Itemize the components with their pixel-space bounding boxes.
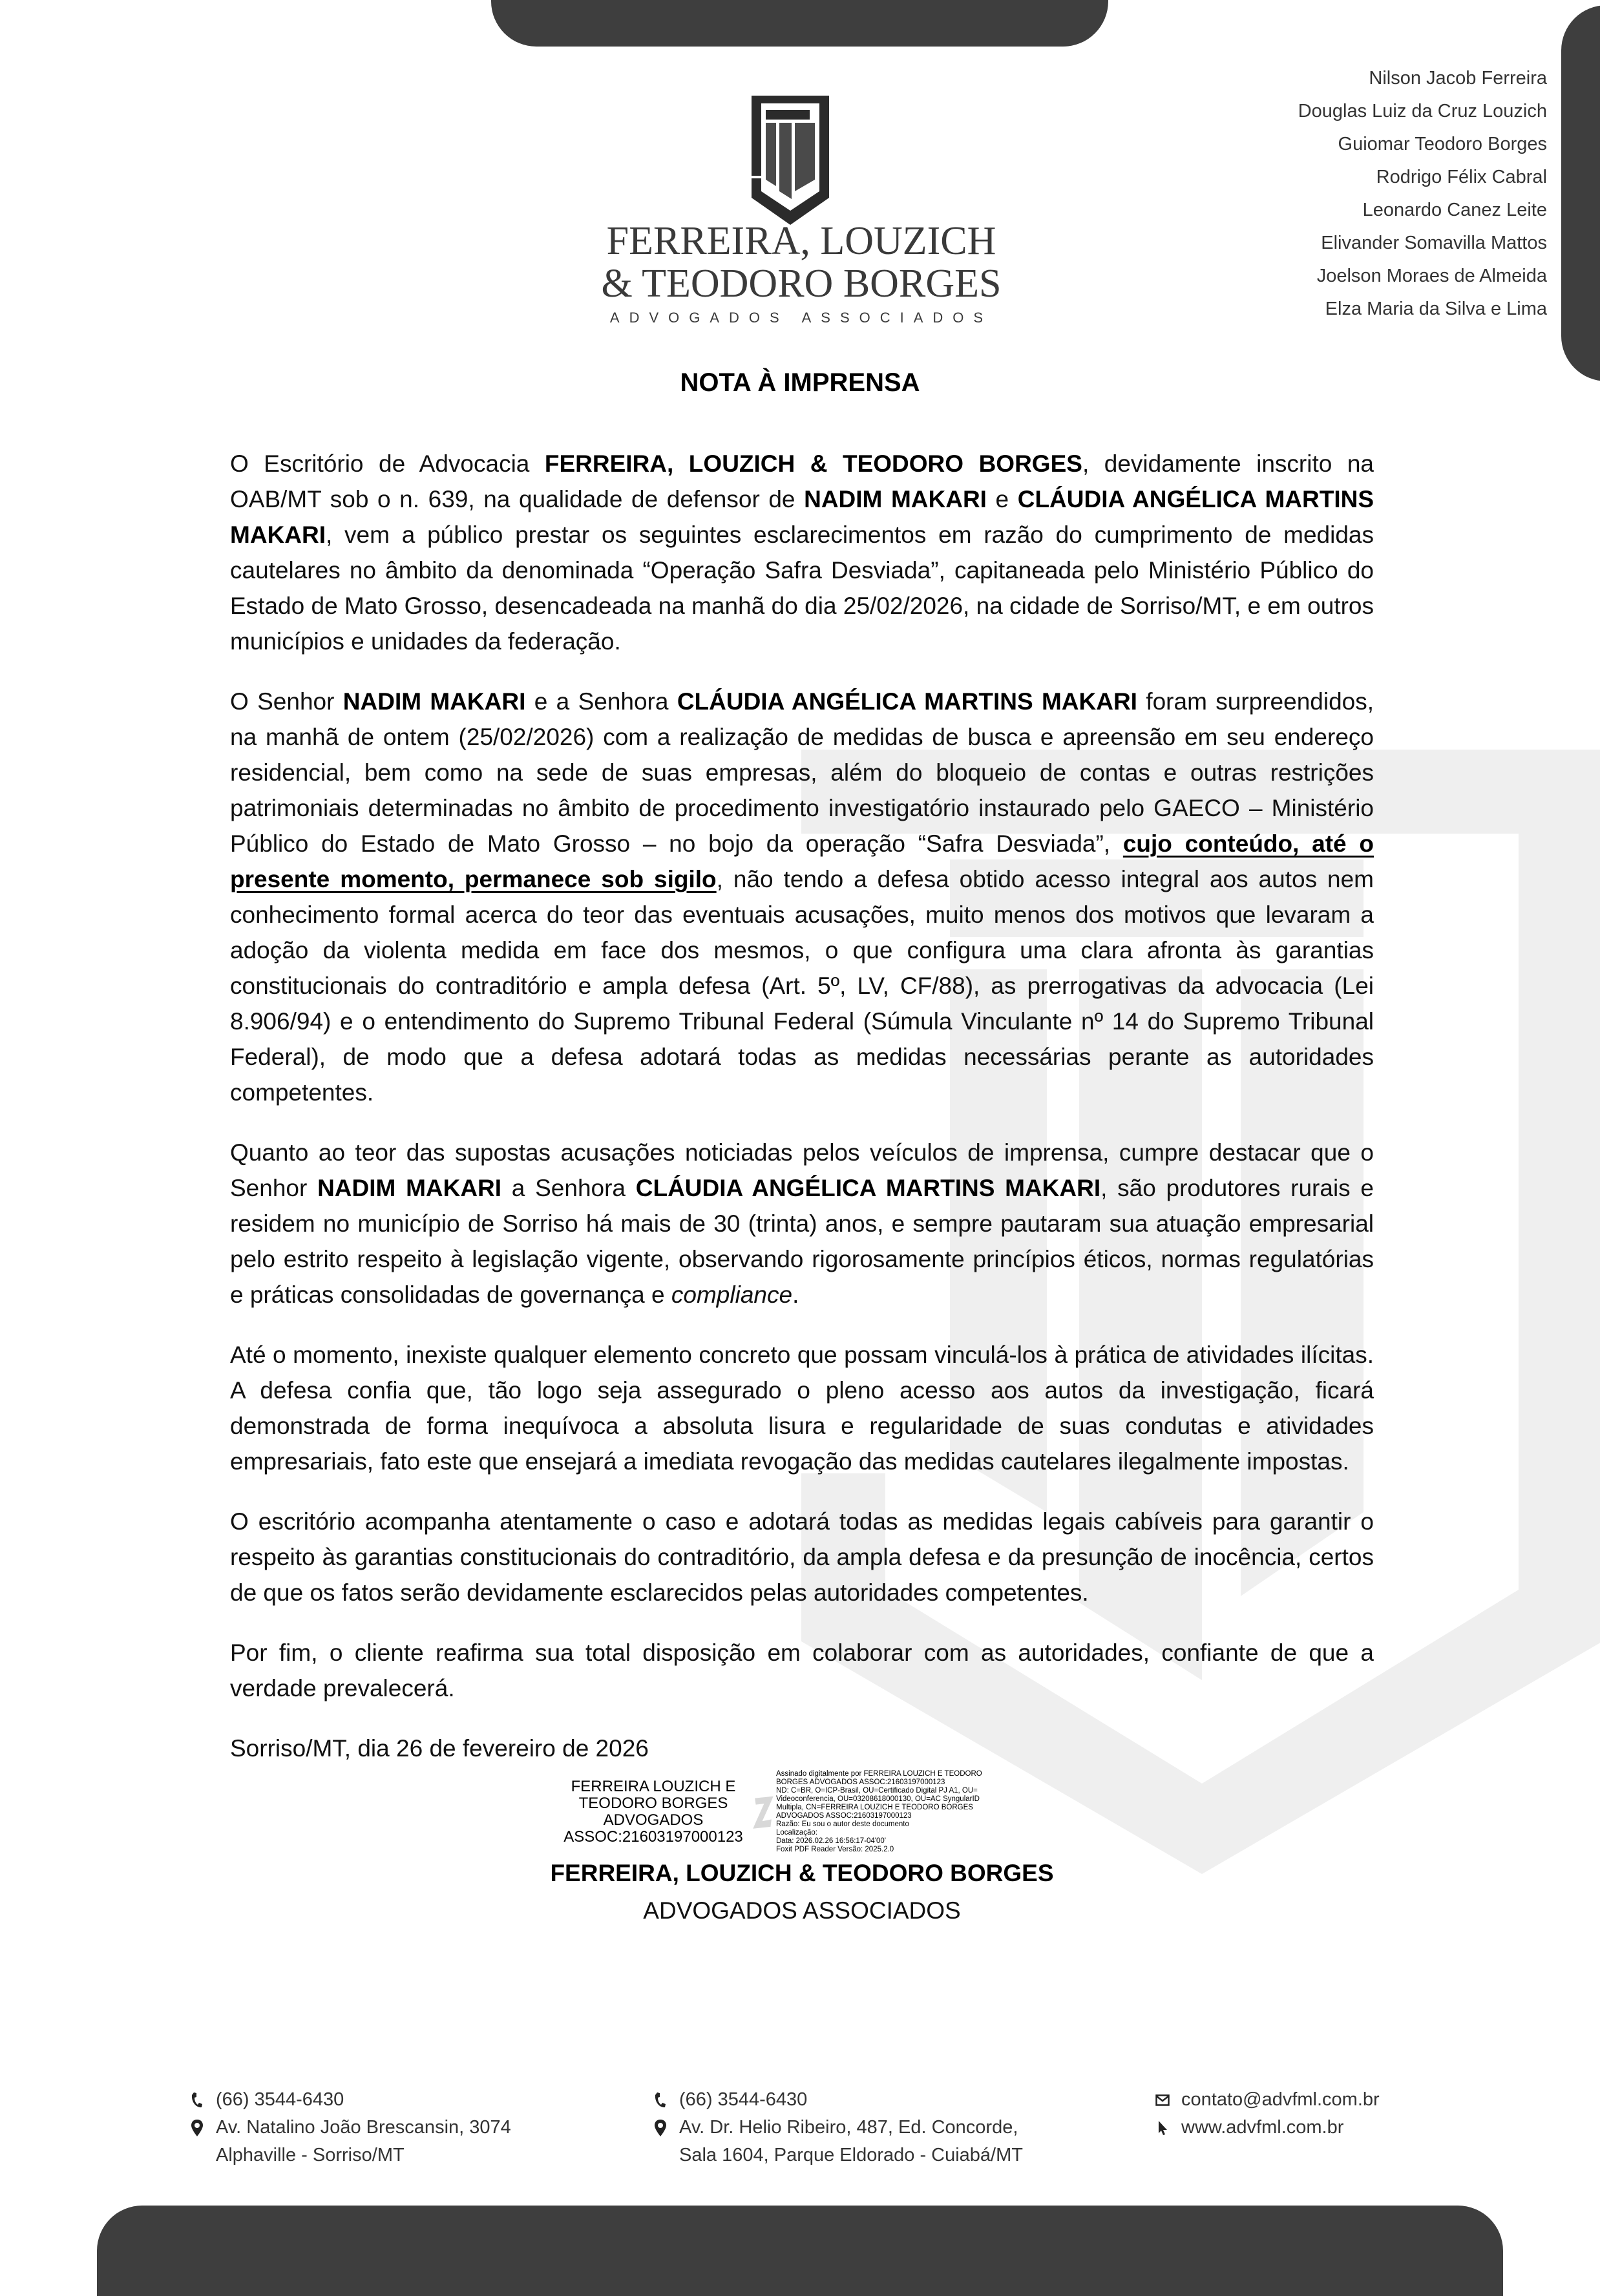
text-run: a Senhora [501, 1175, 636, 1201]
bold-client-name: NADIM MAKARI [342, 688, 526, 715]
bold-client-name: NADIM MAKARI [804, 486, 987, 512]
website-link[interactable]: www.advfml.com.br [1181, 2117, 1344, 2138]
text-run: , devidamente inscrito na OAB/MT sob o n. 639, na qualidade de defensor de [230, 450, 1374, 512]
paragraph-3 [230, 1135, 1374, 1312]
signer-line: FERREIRA LOUZICH E [571, 1778, 736, 1795]
partner-name: Leonardo Canez Leite [1362, 200, 1547, 220]
firm-logo-icon [752, 96, 829, 225]
cursor-pointer-icon [1153, 2120, 1172, 2136]
firm-logo-subtitle: ADVOGADOS ASSOCIADOS [609, 310, 993, 326]
phone-icon [187, 2092, 207, 2109]
paragraph-4: Até o momento, inexiste qualquer elemento concreto que possam vinculá-los à prática de atividades ilícitas. A defesa confia que, tão logo seja assegurado o pleno acesso aos autos da investigação, ficará demonstrada de forma inequívoca a absoluta lisura e regularidade de suas condutas e atividades empresariais, fato este que ensejará a imediata revogação das medidas cautelares ilegalmente impostas. [230, 1342, 1374, 1475]
italic-term: compliance [671, 1281, 793, 1308]
partner-name: Nilson Jacob Ferreira [1369, 68, 1547, 89]
signature-detail-line: Multipla, CN=FERREIRA LOUZICH E TEODORO BORGES [776, 1804, 973, 1811]
location-pin-icon [187, 2119, 207, 2137]
footer-office-sorriso [187, 2086, 511, 2169]
partner-name: Rodrigo Félix Cabral [1376, 167, 1547, 187]
signature-detail-line: Foxit PDF Reader Versão: 2025.2.0 [776, 1846, 894, 1853]
bold-client-name: CLÁUDIA ANGÉLICA MARTINS MAKARI [230, 486, 1374, 548]
email-icon [1153, 2094, 1172, 2106]
text-run: Quanto ao teor das supostas acusações noticiadas pelos veículos de imprensa, cumpre destacar que o Senhor [230, 1139, 1374, 1201]
paragraph-6: Por fim, o cliente reafirma sua total disposição em colaborar com as autoridades, confiante de que a verdade prevalecerá. [230, 1639, 1374, 1701]
signer-line: ADVOGADOS [603, 1811, 704, 1829]
digital-signature-details [776, 1770, 1047, 1854]
address-line: Av. Natalino João Brescansin, 3074 [216, 2117, 511, 2138]
text-run: O Escritório de Advocacia [230, 450, 545, 477]
signature-stamp-icon [750, 1786, 776, 1838]
text-run: , vem a público prestar os seguintes esclarecimentos em razão do cumprimento de medidas cautelares no âmbito da denominada “Operação Safra Desviada”, capitaneada pelo Ministério Público do Estado de Mato Grosso, desencadeada na manhã do dia 25/02/2026, na cidade de Sorriso/MT, e em outros municípios e unidades da federação. [230, 521, 1374, 655]
signature-detail-line: Videoconferencia, OU=03208618000130, OU=AC SyngularID [776, 1795, 980, 1803]
paragraph-1 [230, 446, 1374, 659]
phone-number[interactable]: (66) 3544-6430 [679, 2089, 808, 2110]
partner-list [1298, 62, 1547, 326]
document-title: NOTA À IMPRENSA [680, 368, 920, 397]
footer-office-cuiaba [651, 2086, 1023, 2169]
signature-firm-name: FERREIRA, LOUZICH & TEODORO BORGES [550, 1860, 1054, 1886]
footer-decorative-bar [97, 2206, 1503, 2296]
bold-client-name: NADIM MAKARI [317, 1175, 502, 1201]
footer-contact [1153, 2086, 1380, 2142]
address-line: Alphaville - Sorriso/MT [216, 2145, 405, 2165]
email-link[interactable]: contato@advfml.com.br [1181, 2089, 1380, 2110]
signer-line: ASSOC:21603197000123 [563, 1828, 743, 1846]
signature-detail-line: Assinado digitalmente por FERREIRA LOUZICH E TEODORO [776, 1770, 982, 1778]
bold-client-name: CLÁUDIA ANGÉLICA MARTINS MAKARI [677, 688, 1137, 715]
underlined-emphasis: cujo conteúdo, até o presente momento, permanece sob sigilo [230, 830, 1374, 892]
text-run: foram surpreendidos, na manhã de ontem (25/02/2026) com a realização de medidas de busca e apreensão em seu endereço residencial, bem como na sede de suas empresas, além do bloqueio de contas e outras restrições patrimoniais determinadas no âmbito de procedimento investigatório instaurado pelo GAECO – Ministério Público do Estado de Mato Grosso – no bojo da operação “Safra Desviada”, [230, 688, 1374, 857]
address-line: Av. Dr. Helio Ribeiro, 487, Ed. Concorde, [679, 2117, 1018, 2138]
phone-number[interactable]: (66) 3544-6430 [216, 2089, 344, 2110]
digital-signature [230, 1770, 1374, 1854]
firm-logo-name-line2: & TEODORO BORGES [601, 262, 1002, 306]
text-run: , são produtores rurais e residem no município de Sorriso há mais de 30 (trinta) anos, e sempre pautaram sua atuação empresarial pelo estrito respeito à legislação vigente, observando rigorosamente princípios éticos, normas regulatórias e práticas consolidadas de governança e [230, 1175, 1374, 1308]
signer-line: TEODORO BORGES [578, 1795, 728, 1812]
date-line: Sorriso/MT, dia 26 de fevereiro de 2026 [230, 1735, 649, 1762]
document-body [230, 446, 1374, 1706]
paragraph-5: O escritório acompanha atentamente o caso e adotará todas as medidas legais cabíveis para garantir o respeito às garantias constitucionais do contraditório, da ampla defesa e da presunção de inocência, certos de que os fatos serão devidamente esclarecidos pelas autoridades competentes. [230, 1508, 1374, 1606]
signature-detail-line: Razão: Eu sou o autor deste documento [776, 1820, 909, 1828]
phone-icon [651, 2092, 670, 2109]
text-run: e a Senhora [525, 688, 677, 715]
partner-name: Joelson Moraes de Almeida [1316, 266, 1547, 286]
text-run: e [986, 486, 1018, 512]
signature-detail-line: ND: C=BR, O=ICP-Brasil, OU=Certificado Digital PJ A1, OU= [776, 1787, 978, 1795]
firm-logo-name-line1: FERREIRA, LOUZICH [606, 219, 996, 263]
document-content [230, 446, 1374, 1926]
right-decorative-bar [1561, 5, 1600, 381]
bold-client-name: CLÁUDIA ANGÉLICA MARTINS MAKARI [635, 1175, 1101, 1201]
location-pin-icon [651, 2119, 670, 2137]
signature-detail-line: Data: 2026.02.26 16:56:17-04'00' [776, 1837, 887, 1845]
partner-name: Douglas Luiz da Cruz Louzich [1298, 101, 1547, 121]
text-run: , não tendo a defesa obtido acesso integral aos autos nem conhecimento formal acerca do teor das eventuais acusações, muito menos dos motivos que levaram a adoção da violenta medida em face dos mesmos, o que configura uma clara afronta às garantias constitucionais do contraditório e ampla defesa (Art. 5º, LV, CF/88), as prerrogativas da advocacia (Lei 8.906/94) e o entendimento do Supremo Tribunal Federal (Súmula Vinculante nº 14 do Supremo Tribunal Federal), de modo que a defesa adotará todas as medidas necessárias perante as autoridades competentes. [230, 866, 1374, 1106]
bold-firm-name: FERREIRA, LOUZICH & TEODORO BORGES [544, 450, 1082, 477]
header-decorative-tab [491, 0, 1108, 47]
signature-detail-line: ADVOGADOS ASSOC:21603197000123 [776, 1812, 912, 1820]
signature-firm-subtitle: ADVOGADOS ASSOCIADOS [643, 1897, 961, 1924]
firm-logo-text [569, 220, 1034, 327]
partner-name: Guiomar Teodoro Borges [1338, 134, 1547, 154]
signature-detail-line: BORGES ADVOGADOS ASSOC:21603197000123 [776, 1778, 945, 1786]
paragraph-2 [230, 684, 1374, 1110]
digital-signature-signer [556, 1778, 750, 1846]
text-run: O Senhor [230, 688, 343, 715]
signature-detail-line: Localização: [776, 1829, 817, 1837]
partner-name: Elivander Somavilla Mattos [1321, 233, 1547, 253]
address-line: Sala 1604, Parque Eldorado - Cuiabá/MT [679, 2145, 1023, 2165]
partner-name: Elza Maria da Silva e Lima [1325, 299, 1547, 319]
text-run: . [792, 1281, 799, 1308]
